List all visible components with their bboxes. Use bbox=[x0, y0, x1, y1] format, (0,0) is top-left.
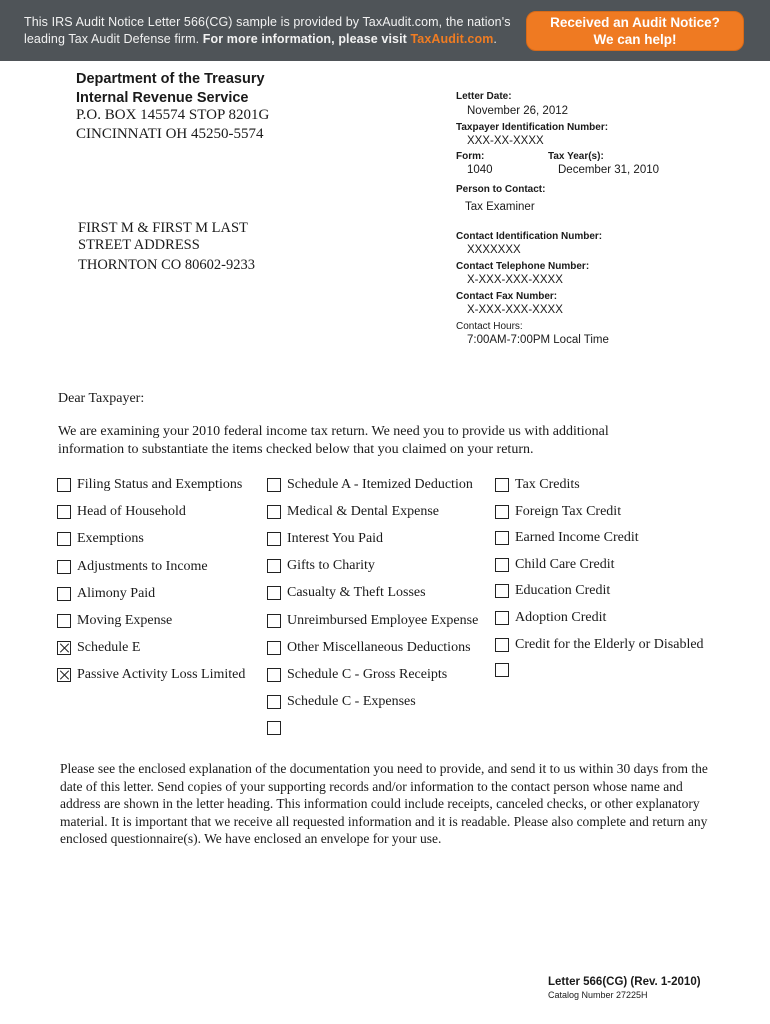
checkbox[interactable] bbox=[267, 721, 281, 735]
checkbox[interactable] bbox=[57, 587, 71, 601]
cta-line-2: We can help! bbox=[593, 32, 677, 47]
checkbox[interactable] bbox=[57, 614, 71, 628]
checklist-item-label: Gifts to Charity bbox=[287, 558, 375, 574]
checklist-item-label: Schedule C - Gross Receipts bbox=[287, 666, 448, 682]
checklist-item-label: Schedule A - Itemized Deduction bbox=[287, 477, 473, 492]
checklist-item-label: Head of Household bbox=[77, 504, 186, 520]
checklist-item bbox=[495, 477, 580, 493]
checklist-item-label: Exemptions bbox=[77, 531, 144, 547]
checklist-item-label: Foreign Tax Credit bbox=[515, 503, 622, 519]
checklist-item bbox=[57, 531, 144, 547]
intro-paragraph bbox=[58, 423, 698, 459]
checklist-item bbox=[495, 583, 610, 599]
checkbox[interactable] bbox=[57, 478, 71, 492]
catalog-number: Catalog Number 27225H bbox=[548, 990, 648, 1000]
checked-checkbox[interactable] bbox=[57, 668, 71, 682]
recipient-city: THORNTON CO 80602-9233 bbox=[78, 257, 255, 273]
checklist-item bbox=[495, 610, 606, 626]
checklist-item bbox=[267, 721, 287, 735]
recipient-name: FIRST M & FIRST M LAST bbox=[78, 220, 248, 236]
checkbox[interactable] bbox=[267, 532, 281, 546]
closing-paragraph: Please see the enclosed explanation of the documentation you need to provide, and send it to us within 30 days from the date of this letter. Send copies of your supporting records and/or information to the contact person whose name and address are shown in the letter heading. This information could include receipts, canceled checks, or other explanatory material. It is important that we receive all requested information and it is readable. Please also complete and return any enclosed questionnaire(s). We have enclosed an envelope for your use. bbox=[60, 761, 708, 846]
checklist-item bbox=[267, 477, 473, 493]
recipient-street: STREET ADDRESS bbox=[78, 237, 200, 253]
intro-line-2: information to substantiate the items checked below that you claimed on your return. bbox=[58, 442, 534, 457]
checkbox[interactable] bbox=[495, 531, 509, 545]
tin-label: Taxpayer Identification Number: bbox=[456, 122, 609, 133]
checklist-item-label: Child Care Credit bbox=[515, 556, 615, 572]
checklist-item bbox=[57, 559, 208, 575]
checkbox[interactable] bbox=[267, 505, 281, 519]
checkbox[interactable] bbox=[57, 505, 71, 519]
checklist-item-label: Filing Status and Exemptions bbox=[77, 477, 243, 492]
banner-intro-text: This IRS Audit Notice Letter 566(CG) sample is provided by TaxAudit.com, the nation's leading Tax Audit Defense firm. bbox=[24, 15, 511, 46]
checklist-item bbox=[267, 694, 416, 710]
contact-hours-value: 7:00AM-7:00PM Local Time bbox=[467, 334, 609, 346]
tax-years-value: December 31, 2010 bbox=[558, 164, 660, 176]
sender-department: Department of the Treasury bbox=[76, 71, 265, 87]
checklist-item-label: Passive Activity Loss Limited bbox=[77, 667, 246, 683]
banner-link-suffix: . bbox=[493, 32, 497, 46]
checkbox[interactable] bbox=[495, 505, 509, 519]
checklist-item bbox=[495, 557, 615, 573]
checkbox[interactable] bbox=[267, 559, 281, 573]
cta-line-1: Received an Audit Notice? bbox=[550, 15, 720, 30]
checklist-item-label: Adjustments to Income bbox=[77, 558, 208, 574]
audit-notice-help-button[interactable] bbox=[526, 11, 744, 51]
salutation: Dear Taxpayer: bbox=[58, 391, 145, 406]
sender-agency bbox=[76, 70, 265, 108]
checked-checkbox[interactable] bbox=[57, 641, 71, 655]
contact-fax-label: Contact Fax Number: bbox=[456, 291, 558, 302]
checklist-item-label: Earned Income Credit bbox=[515, 530, 639, 546]
form-value: 1040 bbox=[467, 164, 493, 176]
checklist-item bbox=[57, 586, 155, 602]
checklist-item-label: Tax Credits bbox=[515, 477, 580, 492]
letter-date-label: Letter Date: bbox=[456, 91, 512, 102]
sender-agency-name: Internal Revenue Service bbox=[76, 90, 249, 106]
checkbox[interactable] bbox=[267, 478, 281, 492]
checklist-item-label: Moving Expense bbox=[77, 613, 173, 628]
checklist-item bbox=[495, 504, 621, 520]
person-to-contact-value: Tax Examiner bbox=[465, 201, 535, 213]
sender-address bbox=[76, 106, 269, 144]
sender-address-line-2: CINCINNATI OH 45250-5574 bbox=[76, 126, 264, 142]
checklist-item bbox=[267, 558, 375, 574]
checkbox[interactable] bbox=[495, 478, 509, 492]
checklist-item-label: Credit for the Elderly or Disabled bbox=[515, 636, 704, 652]
contact-hours-label: Contact Hours: bbox=[456, 321, 523, 332]
tin-value: XXX-XX-XXXX bbox=[467, 135, 544, 147]
checkbox[interactable] bbox=[495, 638, 509, 652]
checklist-item bbox=[267, 667, 447, 683]
checklist-item-label: Alimony Paid bbox=[77, 585, 156, 601]
checkbox[interactable] bbox=[267, 641, 281, 655]
contact-id-label: Contact Identification Number: bbox=[456, 231, 603, 242]
checkbox[interactable] bbox=[267, 695, 281, 709]
checkbox[interactable] bbox=[495, 558, 509, 572]
checklist-item-label: Schedule C - Expenses bbox=[287, 693, 416, 709]
person-to-contact-label: Person to Contact: bbox=[456, 184, 546, 195]
checklist-item bbox=[267, 640, 471, 656]
checklist-item bbox=[57, 667, 245, 683]
checklist-item-label: Medical & Dental Expense bbox=[287, 504, 440, 520]
checkbox[interactable] bbox=[267, 668, 281, 682]
checklist-item bbox=[57, 504, 186, 520]
checkbox[interactable] bbox=[495, 584, 509, 598]
checklist-item-label: Education Credit bbox=[515, 583, 611, 599]
checklist-item-label: Adoption Credit bbox=[515, 610, 607, 625]
checklist-item bbox=[57, 477, 242, 493]
promo-banner bbox=[0, 0, 770, 61]
sender-address-line-1: P.O. BOX 145574 STOP 8201G bbox=[76, 107, 270, 123]
taxaudit-link[interactable]: TaxAudit.com bbox=[410, 32, 494, 46]
checkbox[interactable] bbox=[267, 614, 281, 628]
checklist-item bbox=[267, 504, 439, 520]
checklist-item bbox=[495, 637, 704, 653]
checklist-item bbox=[57, 640, 140, 656]
banner-text bbox=[24, 14, 524, 48]
checkbox[interactable] bbox=[57, 532, 71, 546]
checklist-item-label: Unreimbursed Employee Expense bbox=[287, 612, 479, 628]
letter-date-value: November 26, 2012 bbox=[467, 105, 569, 117]
checklist-item bbox=[57, 613, 172, 629]
checklist-item bbox=[267, 613, 478, 629]
checkbox[interactable] bbox=[495, 611, 509, 625]
checklist-item bbox=[495, 663, 515, 677]
checklist-item-label: Interest You Paid bbox=[287, 531, 384, 547]
recipient-address bbox=[78, 220, 255, 274]
checkbox[interactable] bbox=[267, 586, 281, 600]
checkbox[interactable] bbox=[495, 663, 509, 677]
banner-more-info-text: For more information, please visit bbox=[202, 32, 407, 46]
contact-id-value: XXXXXXX bbox=[467, 244, 521, 256]
checklist-item bbox=[267, 531, 383, 547]
contact-phone-value: X-XXX-XXX-XXXX bbox=[467, 274, 563, 286]
intro-line-1: We are examining your 2010 federal income tax return. We need you to provide us with additional bbox=[58, 424, 609, 439]
checklist-item-label: Schedule E bbox=[77, 640, 141, 656]
tax-years-label: Tax Year(s): bbox=[548, 151, 604, 162]
checklist-item bbox=[267, 585, 426, 601]
letter-form-id: Letter 566(CG) (Rev. 1-2010) bbox=[548, 976, 701, 988]
checkbox[interactable] bbox=[57, 560, 71, 574]
contact-phone-label: Contact Telephone Number: bbox=[456, 261, 590, 272]
contact-fax-value: X-XXX-XXX-XXXX bbox=[467, 304, 563, 316]
checklist-item bbox=[495, 530, 639, 546]
form-label: Form: bbox=[456, 151, 485, 162]
checklist-item-label: Other Miscellaneous Deductions bbox=[287, 639, 471, 655]
checklist-item-label: Casualty & Theft Losses bbox=[287, 585, 426, 601]
